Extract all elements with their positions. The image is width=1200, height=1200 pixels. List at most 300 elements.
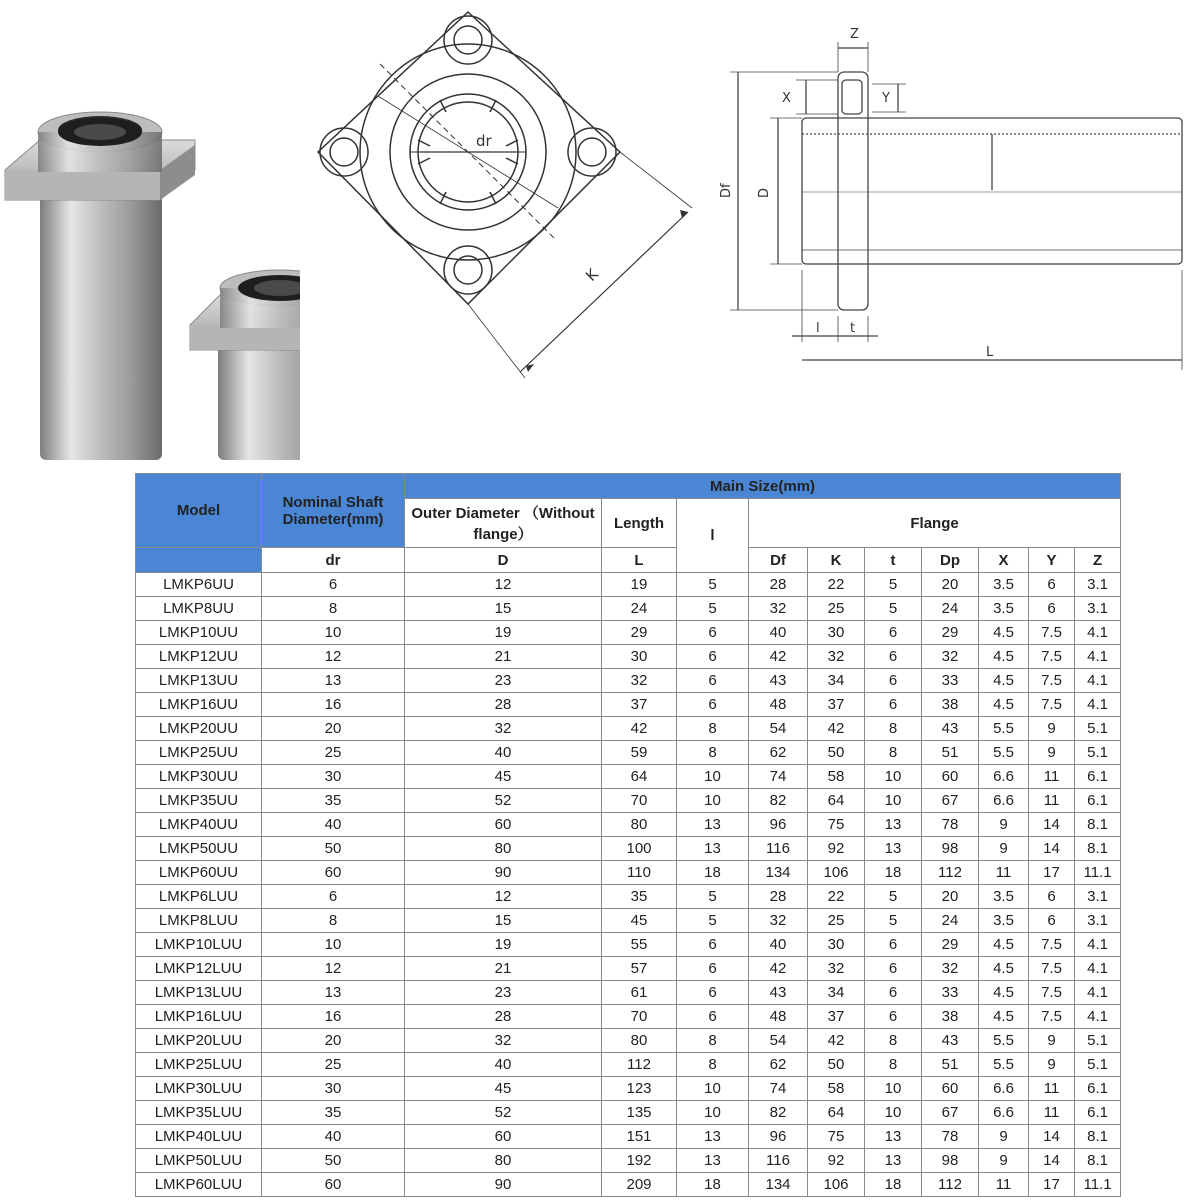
value-cell: 5 [865, 885, 922, 909]
value-cell: 50 [808, 1053, 865, 1077]
model-cell: LMKP60LUU [136, 1173, 262, 1197]
value-cell: 13 [262, 669, 405, 693]
value-cell: 78 [922, 1125, 979, 1149]
value-cell: 37 [808, 693, 865, 717]
value-cell: 6.6 [979, 1077, 1029, 1101]
value-cell: 6.1 [1075, 1101, 1121, 1125]
value-cell: 18 [677, 861, 749, 885]
model-subheader-blank [136, 548, 262, 573]
value-cell: 4.1 [1075, 645, 1121, 669]
value-cell: 96 [749, 813, 808, 837]
value-cell: 13 [677, 837, 749, 861]
value-cell: 64 [808, 789, 865, 813]
value-cell: 8 [677, 717, 749, 741]
value-cell: 8 [677, 1029, 749, 1053]
value-cell: 54 [749, 1029, 808, 1053]
table-row [136, 765, 1121, 789]
value-cell: 74 [749, 1077, 808, 1101]
value-cell: 3.5 [979, 885, 1029, 909]
value-cell: 60 [405, 813, 602, 837]
value-cell: 10 [677, 765, 749, 789]
value-cell: 29 [922, 621, 979, 645]
value-cell: 35 [602, 885, 677, 909]
x-label: X [782, 91, 791, 106]
table-row [136, 1053, 1121, 1077]
value-cell: 5 [677, 597, 749, 621]
sub-header-row [136, 548, 1121, 573]
value-cell: 13 [677, 813, 749, 837]
value-cell: 24 [922, 909, 979, 933]
value-cell: 19 [405, 621, 602, 645]
spec-table [135, 473, 1121, 1197]
value-cell: 67 [922, 789, 979, 813]
value-cell: 24 [922, 597, 979, 621]
value-cell: 14 [1029, 1125, 1075, 1149]
value-cell: 6 [865, 981, 922, 1005]
value-cell: 3.5 [979, 909, 1029, 933]
value-cell: 32 [808, 957, 865, 981]
model-cell: LMKP6LUU [136, 885, 262, 909]
value-cell: 106 [808, 1173, 865, 1197]
value-cell: 11.1 [1075, 861, 1121, 885]
value-cell: 23 [405, 669, 602, 693]
value-cell: 42 [749, 645, 808, 669]
value-cell: 9 [979, 1125, 1029, 1149]
value-cell: 10 [262, 621, 405, 645]
value-cell: 112 [922, 1173, 979, 1197]
value-cell: 8 [677, 1053, 749, 1077]
value-cell: 64 [808, 1101, 865, 1125]
value-cell: 43 [922, 1029, 979, 1053]
value-cell: 4.1 [1075, 621, 1121, 645]
value-cell: 13 [865, 813, 922, 837]
subheader-x: X [979, 548, 1029, 573]
table-row [136, 597, 1121, 621]
value-cell: 7.5 [1029, 693, 1075, 717]
value-cell: 32 [405, 717, 602, 741]
y-label: Y [882, 91, 890, 106]
value-cell: 21 [405, 957, 602, 981]
value-cell: 5.1 [1075, 717, 1121, 741]
model-cell: LMKP30UU [136, 765, 262, 789]
value-cell: 12 [405, 573, 602, 597]
value-cell: 6 [865, 693, 922, 717]
value-cell: 4.1 [1075, 933, 1121, 957]
main-size-header: Main Size(mm) [405, 474, 1121, 499]
value-cell: 43 [922, 717, 979, 741]
value-cell: 40 [405, 741, 602, 765]
value-cell: 62 [749, 1053, 808, 1077]
value-cell: 6.1 [1075, 789, 1121, 813]
value-cell: 6 [1029, 573, 1075, 597]
model-cell: LMKP12UU [136, 645, 262, 669]
value-cell: 96 [749, 1125, 808, 1149]
table-row [136, 1005, 1121, 1029]
model-cell: LMKP6UU [136, 573, 262, 597]
value-cell: 32 [749, 909, 808, 933]
value-cell: 67 [922, 1101, 979, 1125]
value-cell: 24 [602, 597, 677, 621]
value-cell: 20 [262, 717, 405, 741]
table-row [136, 933, 1121, 957]
value-cell: 42 [808, 717, 865, 741]
z-label: Z [850, 27, 859, 42]
value-cell: 92 [808, 1149, 865, 1173]
value-cell: 4.5 [979, 957, 1029, 981]
d-label: D [757, 187, 772, 198]
specification-table [135, 473, 1120, 1197]
value-cell: 116 [749, 1149, 808, 1173]
model-cell: LMKP16UU [136, 693, 262, 717]
value-cell: 6 [1029, 885, 1075, 909]
value-cell: 8.1 [1075, 1149, 1121, 1173]
value-cell: 8 [262, 909, 405, 933]
model-cell: LMKP8UU [136, 597, 262, 621]
value-cell: 82 [749, 789, 808, 813]
value-cell: 6.1 [1075, 1077, 1121, 1101]
value-cell: 13 [865, 1125, 922, 1149]
value-cell: 80 [602, 1029, 677, 1053]
value-cell: 4.5 [979, 621, 1029, 645]
l-small-label: l [816, 321, 820, 336]
model-cell: LMKP50UU [136, 837, 262, 861]
value-cell: 4.5 [979, 933, 1029, 957]
value-cell: 4.5 [979, 669, 1029, 693]
value-cell: 16 [262, 693, 405, 717]
value-cell: 74 [749, 765, 808, 789]
value-cell: 6 [865, 1005, 922, 1029]
value-cell: 4.1 [1075, 981, 1121, 1005]
value-cell: 7.5 [1029, 669, 1075, 693]
value-cell: 6 [865, 621, 922, 645]
value-cell: 3.1 [1075, 909, 1121, 933]
model-cell: LMKP8LUU [136, 909, 262, 933]
value-cell: 75 [808, 813, 865, 837]
value-cell: 8 [865, 717, 922, 741]
value-cell: 20 [922, 573, 979, 597]
value-cell: 14 [1029, 1149, 1075, 1173]
table-row [136, 1149, 1121, 1173]
value-cell: 28 [749, 573, 808, 597]
value-cell: 112 [922, 861, 979, 885]
value-cell: 32 [808, 645, 865, 669]
value-cell: 6 [677, 981, 749, 1005]
model-cell: LMKP35LUU [136, 1101, 262, 1125]
value-cell: 29 [922, 933, 979, 957]
subheader-l: L [602, 548, 677, 573]
value-cell: 6 [865, 957, 922, 981]
value-cell: 11.1 [1075, 1173, 1121, 1197]
value-cell: 42 [808, 1029, 865, 1053]
table-row [136, 789, 1121, 813]
model-cell: LMKP30LUU [136, 1077, 262, 1101]
value-cell: 50 [262, 837, 405, 861]
value-cell: 135 [602, 1101, 677, 1125]
value-cell: 3.5 [979, 573, 1029, 597]
value-cell: 22 [808, 885, 865, 909]
model-cell: LMKP10UU [136, 621, 262, 645]
value-cell: 82 [749, 1101, 808, 1125]
value-cell: 6 [865, 933, 922, 957]
value-cell: 35 [262, 1101, 405, 1125]
table-row [136, 1029, 1121, 1053]
value-cell: 12 [405, 885, 602, 909]
value-cell: 40 [405, 1053, 602, 1077]
value-cell: 80 [405, 1149, 602, 1173]
value-cell: 17 [1029, 861, 1075, 885]
value-cell: 8.1 [1075, 837, 1121, 861]
value-cell: 45 [405, 765, 602, 789]
value-cell: 45 [602, 909, 677, 933]
value-cell: 9 [1029, 1029, 1075, 1053]
value-cell: 5 [865, 597, 922, 621]
value-cell: 60 [262, 861, 405, 885]
value-cell: 6 [677, 621, 749, 645]
table-row [136, 813, 1121, 837]
value-cell: 5.5 [979, 741, 1029, 765]
value-cell: 3.1 [1075, 885, 1121, 909]
model-cell: LMKP50LUU [136, 1149, 262, 1173]
value-cell: 90 [405, 861, 602, 885]
value-cell: 32 [405, 1029, 602, 1053]
value-cell: 51 [922, 1053, 979, 1077]
value-cell: 34 [808, 669, 865, 693]
value-cell: 7.5 [1029, 933, 1075, 957]
value-cell: 18 [865, 1173, 922, 1197]
value-cell: 25 [808, 909, 865, 933]
value-cell: 33 [922, 981, 979, 1005]
product-photos [0, 110, 300, 470]
table-row [136, 957, 1121, 981]
value-cell: 6 [262, 573, 405, 597]
value-cell: 21 [405, 645, 602, 669]
value-cell: 32 [749, 597, 808, 621]
value-cell: 8 [865, 741, 922, 765]
value-cell: 9 [979, 1149, 1029, 1173]
value-cell: 151 [602, 1125, 677, 1149]
long-bearing-photo [5, 112, 195, 460]
value-cell: 51 [922, 741, 979, 765]
subheader-t: t [865, 548, 922, 573]
value-cell: 4.5 [979, 693, 1029, 717]
model-cell: LMKP20UU [136, 717, 262, 741]
value-cell: 5.5 [979, 1029, 1029, 1053]
value-cell: 28 [405, 1005, 602, 1029]
value-cell: 112 [602, 1053, 677, 1077]
value-cell: 8.1 [1075, 1125, 1121, 1149]
value-cell: 34 [808, 981, 865, 1005]
value-cell: 78 [922, 813, 979, 837]
value-cell: 98 [922, 837, 979, 861]
table-row [136, 1101, 1121, 1125]
value-cell: 52 [405, 789, 602, 813]
table-row [136, 1173, 1121, 1197]
value-cell: 6 [865, 645, 922, 669]
subheader-z: Z [1075, 548, 1121, 573]
model-cell: LMKP16LUU [136, 1005, 262, 1029]
value-cell: 75 [808, 1125, 865, 1149]
table-row [136, 861, 1121, 885]
nominal-shaft-header: Nominal Shaft Diameter(mm) [262, 474, 405, 548]
value-cell: 32 [922, 957, 979, 981]
value-cell: 8 [865, 1053, 922, 1077]
value-cell: 57 [602, 957, 677, 981]
short-bearing-photo [190, 270, 300, 460]
value-cell: 11 [979, 861, 1029, 885]
value-cell: 40 [749, 933, 808, 957]
model-cell: LMKP13UU [136, 669, 262, 693]
value-cell: 28 [749, 885, 808, 909]
table-row [136, 693, 1121, 717]
value-cell: 9 [979, 813, 1029, 837]
value-cell: 25 [262, 1053, 405, 1077]
table-row [136, 621, 1121, 645]
table-row [136, 573, 1121, 597]
table-row [136, 645, 1121, 669]
value-cell: 5.1 [1075, 1053, 1121, 1077]
value-cell: 4.1 [1075, 1005, 1121, 1029]
table-row [136, 669, 1121, 693]
value-cell: 98 [922, 1149, 979, 1173]
value-cell: 110 [602, 861, 677, 885]
value-cell: 48 [749, 1005, 808, 1029]
model-cell: LMKP40LUU [136, 1125, 262, 1149]
value-cell: 9 [979, 837, 1029, 861]
value-cell: 9 [1029, 717, 1075, 741]
value-cell: 59 [602, 741, 677, 765]
value-cell: 16 [262, 1005, 405, 1029]
value-cell: 4.1 [1075, 669, 1121, 693]
value-cell: 90 [405, 1173, 602, 1197]
value-cell: 37 [602, 693, 677, 717]
value-cell: 10 [262, 933, 405, 957]
value-cell: 4.5 [979, 981, 1029, 1005]
value-cell: 32 [922, 645, 979, 669]
value-cell: 12 [262, 645, 405, 669]
value-cell: 60 [262, 1173, 405, 1197]
value-cell: 15 [405, 597, 602, 621]
value-cell: 6 [677, 645, 749, 669]
value-cell: 35 [262, 789, 405, 813]
model-cell: LMKP20LUU [136, 1029, 262, 1053]
model-cell: LMKP35UU [136, 789, 262, 813]
value-cell: 62 [749, 741, 808, 765]
value-cell: 70 [602, 789, 677, 813]
df-label: Df [719, 183, 734, 198]
value-cell: 5.5 [979, 717, 1029, 741]
value-cell: 55 [602, 933, 677, 957]
value-cell: 12 [262, 957, 405, 981]
model-cell: LMKP25LUU [136, 1053, 262, 1077]
table-row [136, 981, 1121, 1005]
value-cell: 14 [1029, 813, 1075, 837]
value-cell: 8 [262, 597, 405, 621]
value-cell: 43 [749, 669, 808, 693]
value-cell: 15 [405, 909, 602, 933]
value-cell: 25 [262, 741, 405, 765]
value-cell: 116 [749, 837, 808, 861]
value-cell: 5 [677, 885, 749, 909]
value-cell: 8.1 [1075, 813, 1121, 837]
value-cell: 42 [749, 957, 808, 981]
value-cell: 13 [677, 1149, 749, 1173]
value-cell: 10 [865, 1077, 922, 1101]
value-cell: 48 [749, 693, 808, 717]
value-cell: 19 [405, 933, 602, 957]
value-cell: 6 [1029, 909, 1075, 933]
value-cell: 11 [1029, 1077, 1075, 1101]
value-cell: 192 [602, 1149, 677, 1173]
value-cell: 33 [922, 669, 979, 693]
value-cell: 40 [749, 621, 808, 645]
model-cell: LMKP10LUU [136, 933, 262, 957]
value-cell: 134 [749, 1173, 808, 1197]
value-cell: 5.5 [979, 1053, 1029, 1077]
value-cell: 8 [677, 741, 749, 765]
table-row [136, 885, 1121, 909]
table-row [136, 1077, 1121, 1101]
value-cell: 30 [808, 621, 865, 645]
value-cell: 70 [602, 1005, 677, 1029]
value-cell: 80 [602, 813, 677, 837]
value-cell: 18 [677, 1173, 749, 1197]
flange-front-view-diagram [300, 0, 710, 390]
value-cell: 106 [808, 861, 865, 885]
value-cell: 11 [1029, 789, 1075, 813]
table-row [136, 909, 1121, 933]
value-cell: 7.5 [1029, 645, 1075, 669]
value-cell: 8 [865, 1029, 922, 1053]
value-cell: 61 [602, 981, 677, 1005]
value-cell: 19 [602, 573, 677, 597]
value-cell: 4.1 [1075, 957, 1121, 981]
value-cell: 60 [922, 765, 979, 789]
value-cell: 30 [602, 645, 677, 669]
table-row [136, 1125, 1121, 1149]
model-cell: LMKP13LUU [136, 981, 262, 1005]
value-cell: 6 [677, 933, 749, 957]
table-row [136, 741, 1121, 765]
value-cell: 20 [262, 1029, 405, 1053]
value-cell: 13 [865, 837, 922, 861]
value-cell: 6 [677, 693, 749, 717]
value-cell: 5.1 [1075, 1029, 1121, 1053]
subheader-dr: dr [262, 548, 405, 573]
value-cell: 9 [1029, 741, 1075, 765]
value-cell: 92 [808, 837, 865, 861]
value-cell: 6 [1029, 597, 1075, 621]
l-label: L [986, 345, 994, 360]
value-cell: 134 [749, 861, 808, 885]
value-cell: 54 [749, 717, 808, 741]
subheader-d: D [405, 548, 602, 573]
value-cell: 6.6 [979, 1101, 1029, 1125]
value-cell: 30 [262, 765, 405, 789]
value-cell: 5 [677, 909, 749, 933]
value-cell: 5 [865, 909, 922, 933]
k-label: K [582, 265, 602, 285]
value-cell: 3.1 [1075, 573, 1121, 597]
value-cell: 13 [865, 1149, 922, 1173]
table-row [136, 717, 1121, 741]
model-header: Model [136, 474, 262, 548]
value-cell: 209 [602, 1173, 677, 1197]
value-cell: 14 [1029, 837, 1075, 861]
value-cell: 7.5 [1029, 1005, 1075, 1029]
value-cell: 10 [865, 1101, 922, 1125]
value-cell: 13 [677, 1125, 749, 1149]
subheader-y: Y [1029, 548, 1075, 573]
